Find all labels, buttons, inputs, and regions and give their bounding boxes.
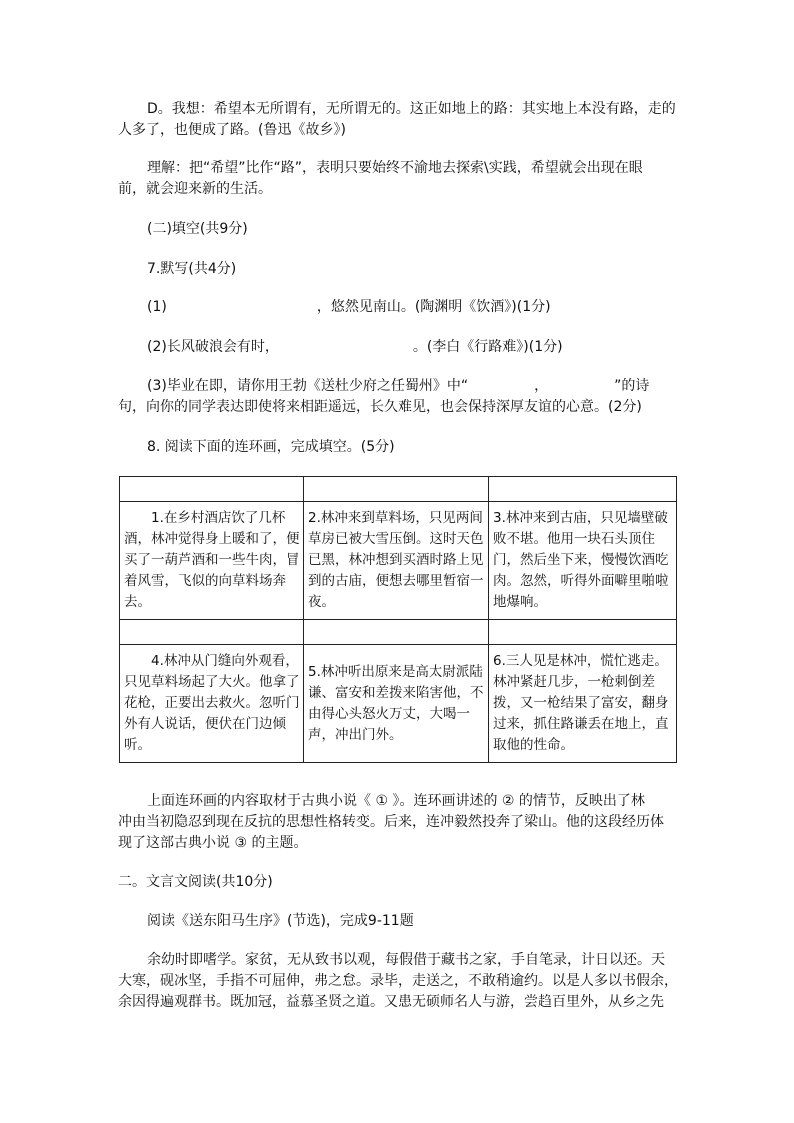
comic-cell-2: 2.林冲来到草料场，只见两间草房已被大雪压倒。这时天色已黑，林冲想到买酒时路上见到的古庙，便想去哪里暂宿一夜。 — [304, 502, 489, 620]
comic-cell-1: 1.在乡村酒店饮了几杯酒，林冲觉得身上暖和了，便买了一葫芦酒和一些牛肉，冒着风雪，飞似的向草料场奔去。 — [120, 502, 304, 620]
comic-cell-4: 4.林冲从门缝向外观看，只见草料场起了大火。他拿了花枪，正要出去救火。忽听门外有人说话，便伏在门边倾听。 — [120, 645, 304, 763]
q7-1-text: ，悠然见南山。(陶渊明《饮酒》)(1分) — [316, 299, 551, 315]
question-7-1 — [147, 297, 707, 317]
comic-table — [119, 476, 677, 763]
comic-cell-6: 6.三人见是林冲，慌忙逃走。林冲紧赶几步，一枪刺倒差拨，又一枪结果了富安，翻身过来，抓住路谦丢在地上，直取他的性命。 — [489, 645, 677, 763]
comic-image-cell-1 — [120, 477, 304, 502]
question-7-title: 7.默写(共4分) — [147, 261, 237, 277]
classical-text-line1: 余幼时即嗜学。家贫，无从致书以观，每假借于藏书之家，手自笔录，计日以还。天 — [147, 952, 665, 968]
comic-image-row-2 — [120, 620, 677, 645]
paragraph-d-line1: D。我想：希望本无所谓有，无所谓无的。这正如地上的路：其实地上本没有路，走的 — [147, 101, 676, 117]
classical-reading-intro: 阅读《送东阳马生序》(节选)，完成9-11题 — [147, 913, 414, 929]
paragraph-understanding-line1: 理解：把“希望”比作“路”，表明只要始终不渝地去探索\实践，希望就会出现在眼 — [147, 160, 643, 176]
section-classical-reading-title: 二。文言文阅读(共10分) — [118, 874, 273, 890]
comic-text-row-2 — [120, 645, 677, 763]
q7-2-text-after: 。(李白《行路难》)(1分) — [412, 339, 563, 355]
comic-image-cell-3 — [489, 477, 677, 502]
question-8-title: 8. 阅读下面的连环画，完成填空。(5分) — [147, 439, 395, 455]
q7-1-number: (1) — [147, 299, 167, 315]
q7-3-text-before: (3)毕业在即，请你用王勃《送杜少府之任蜀州》中“ — [147, 378, 469, 394]
comic-cell-3: 3.林冲来到古庙，只见墙壁破败不堪。他用一块石头顶住门，然后坐下来，慢慢饮酒吃肉。忽然，听得外面噼里啪啦地爆响。 — [489, 502, 677, 620]
comic-image-cell-5 — [304, 620, 489, 645]
comic-question-line2: 冲由当初隐忍到现在反抗的思想性格转变。后来，连冲毅然投奔了梁山。他的这段经历体 — [118, 814, 664, 830]
comic-question-line3: 现了这部古典小说 ③ 的主题。 — [118, 835, 308, 851]
question-7-3-line2: 句，向你的同学表达即使将来相距遥远，长久难见，也会保持深厚友谊的心意。(2分) — [118, 399, 642, 415]
section-fill-blank-title: (二)填空(共9分) — [147, 221, 248, 237]
comic-image-cell-4 — [120, 620, 304, 645]
question-7-3-line1 — [147, 376, 707, 396]
paragraph-d-line2: 人多了，也便成了路。(鲁迅《故乡》) — [118, 122, 346, 138]
comic-cell-5: 5.林冲听出原来是高太尉派陆谦、富安和差拨来陷害他，不由得心头怒火万丈，大喝一声，冲出门外。 — [304, 645, 489, 763]
paragraph-understanding-line2: 前，就会迎来新的生活。 — [118, 181, 272, 197]
question-7-2 — [147, 337, 707, 357]
comic-image-cell-6 — [489, 620, 677, 645]
q7-3-text-after: ”的诗 — [614, 378, 650, 394]
comic-image-cell-2 — [304, 477, 489, 502]
comic-text-row-1 — [120, 502, 677, 620]
classical-text-line2: 大寒，砚冰坚，手指不可屈伸，弗之怠。录毕，走送之，不敢稍逾约。以是人多以书假余， — [118, 973, 678, 989]
q7-3-comma: ， — [534, 378, 549, 394]
q7-2-text-before: (2)长风破浪会有时， — [147, 339, 279, 355]
classical-text-line3: 余因得遍观群书。既加冠，益慕圣贤之道。又患无硕师名人与游，尝趋百里外，从乡之先 — [118, 994, 664, 1010]
comic-image-row-1 — [120, 477, 677, 502]
comic-question-line1: 上面连环画的内容取材于古典小说《 ① 》。连环画讲述的 ② 的情节，反映出了林 — [147, 793, 645, 809]
